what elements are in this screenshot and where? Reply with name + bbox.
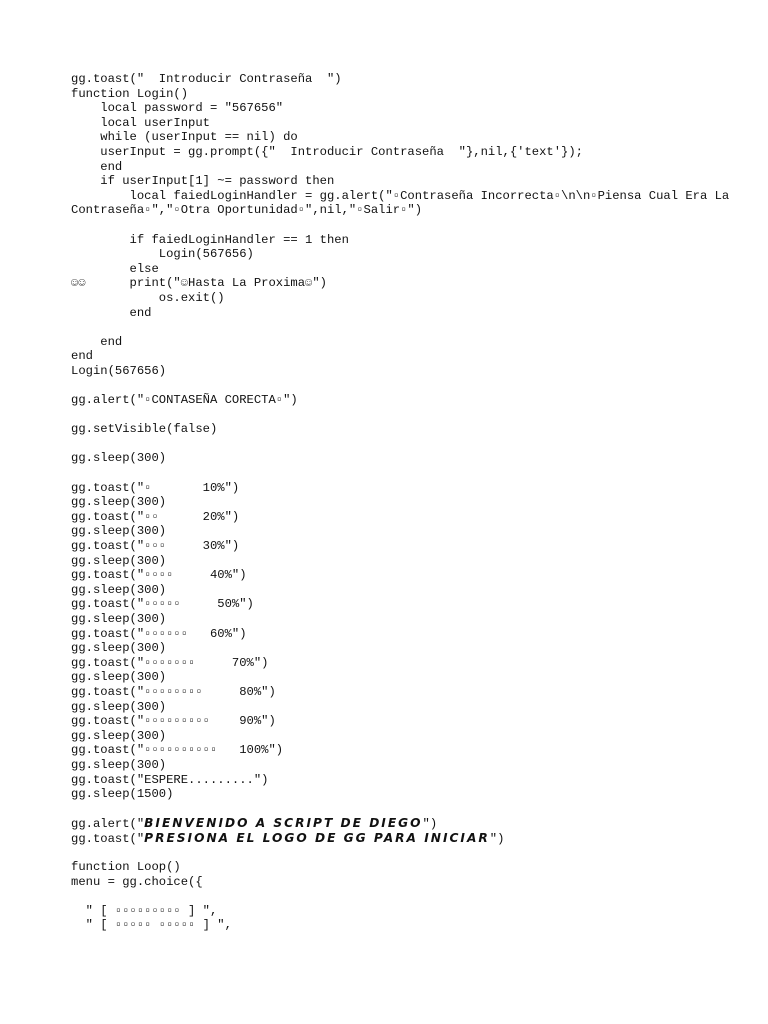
code-line: userInput = gg.prompt({" Introducir Contraseña "},nil,{'text'}); [71, 144, 583, 159]
code-line [71, 889, 741, 904]
code-line: else [71, 261, 159, 276]
code-listing [71, 72, 741, 933]
code-line [71, 218, 741, 233]
code-line: Login(567656) [71, 363, 167, 378]
code-line: local password = "567656" [71, 101, 284, 116]
code-line [71, 816, 741, 831]
code-line: gg.sleep(300) [71, 611, 167, 626]
code-line [71, 845, 741, 860]
code-line: end [71, 334, 123, 349]
code-line: gg.toast("▫▫▫▫▫▫▫▫▫▫ 100%") [71, 743, 284, 758]
code-line [71, 320, 741, 335]
code-line: local faiedLoginHandler = gg.alert("▫Contraseña Incorrecta▫\n\n▫Piensa Cual Era La Contraseña▫","▫Otra Oportunidad▫",nil,"▫Salir▫") [71, 188, 737, 218]
code-line: gg.toast("▫▫ 20%") [71, 509, 240, 524]
code-line-prefix: gg.alert(" [71, 817, 145, 832]
code-line [71, 802, 741, 817]
code-line: gg.toast(" Introducir Contraseña ") [71, 72, 342, 86]
code-line: local userInput [71, 115, 210, 130]
code-line: gg.toast("ESPERE.........") [71, 772, 269, 787]
code-line: ☺☺ print("☺Hasta La Proxima☺") [71, 276, 327, 291]
code-line [71, 437, 741, 452]
code-line: gg.sleep(300) [71, 670, 167, 685]
code-line: gg.sleep(300) [71, 553, 167, 568]
code-line: " [ ▫▫▫▫▫▫▫▫▫ ] ", [71, 903, 218, 918]
code-line [71, 378, 741, 393]
code-line-emphasis: PRESIONA EL LOGO DE GG PARA INICIAR [144, 830, 490, 845]
code-line: gg.toast("▫▫▫▫ 40%") [71, 568, 247, 583]
code-line: end [71, 349, 93, 364]
code-line [71, 831, 741, 846]
code-line: os.exit() [71, 290, 225, 305]
code-line: menu = gg.choice({ [71, 874, 203, 889]
code-line: while (userInput == nil) do [71, 130, 298, 145]
code-line: Login(567656) [71, 247, 254, 262]
code-line: gg.sleep(300) [71, 728, 167, 743]
code-line: gg.toast("▫▫▫▫▫▫▫▫ 80%") [71, 684, 276, 699]
code-line [71, 408, 741, 423]
code-line-suffix: ") [422, 817, 438, 832]
code-line: function Loop() [71, 860, 181, 875]
code-line [71, 466, 741, 481]
code-line: gg.sleep(300) [71, 451, 167, 466]
code-line: gg.sleep(300) [71, 495, 167, 510]
code-line: gg.sleep(300) [71, 757, 167, 772]
code-line: " [ ▫▫▫▫▫ ▫▫▫▫▫ ] ", [71, 918, 232, 933]
code-line: gg.toast("▫ 10%") [71, 480, 240, 495]
code-line: function Login() [71, 86, 189, 101]
code-line: gg.alert("▫CONTASEÑA CORECTA▫") [71, 393, 298, 408]
code-line: gg.sleep(300) [71, 524, 167, 539]
code-line: gg.toast("▫▫▫▫▫▫▫ 70%") [71, 655, 269, 670]
code-line: gg.sleep(300) [71, 699, 167, 714]
code-line: gg.sleep(300) [71, 641, 167, 656]
code-line: gg.toast("▫▫▫▫▫▫▫▫▫ 90%") [71, 714, 276, 729]
code-line: gg.setVisible(false) [71, 422, 218, 437]
code-line: gg.toast("▫▫▫ 30%") [71, 539, 240, 553]
code-line: gg.sleep(300) [71, 582, 167, 597]
code-line: gg.toast("▫▫▫▫▫ 50%") [71, 597, 254, 612]
code-line: if faiedLoginHandler == 1 then [71, 232, 349, 247]
code-line-suffix: ") [489, 831, 505, 846]
code-line: end [71, 305, 152, 320]
code-line-emphasis: BIENVENIDO A SCRIPT DE DIEGO [144, 816, 423, 831]
code-line: if userInput[1] ~= password then [71, 174, 335, 189]
code-line-prefix: gg.toast(" [71, 831, 145, 846]
code-line: end [71, 159, 123, 174]
code-line: gg.toast("▫▫▫▫▫▫ 60%") [71, 626, 247, 641]
code-line: gg.sleep(1500) [71, 787, 174, 802]
